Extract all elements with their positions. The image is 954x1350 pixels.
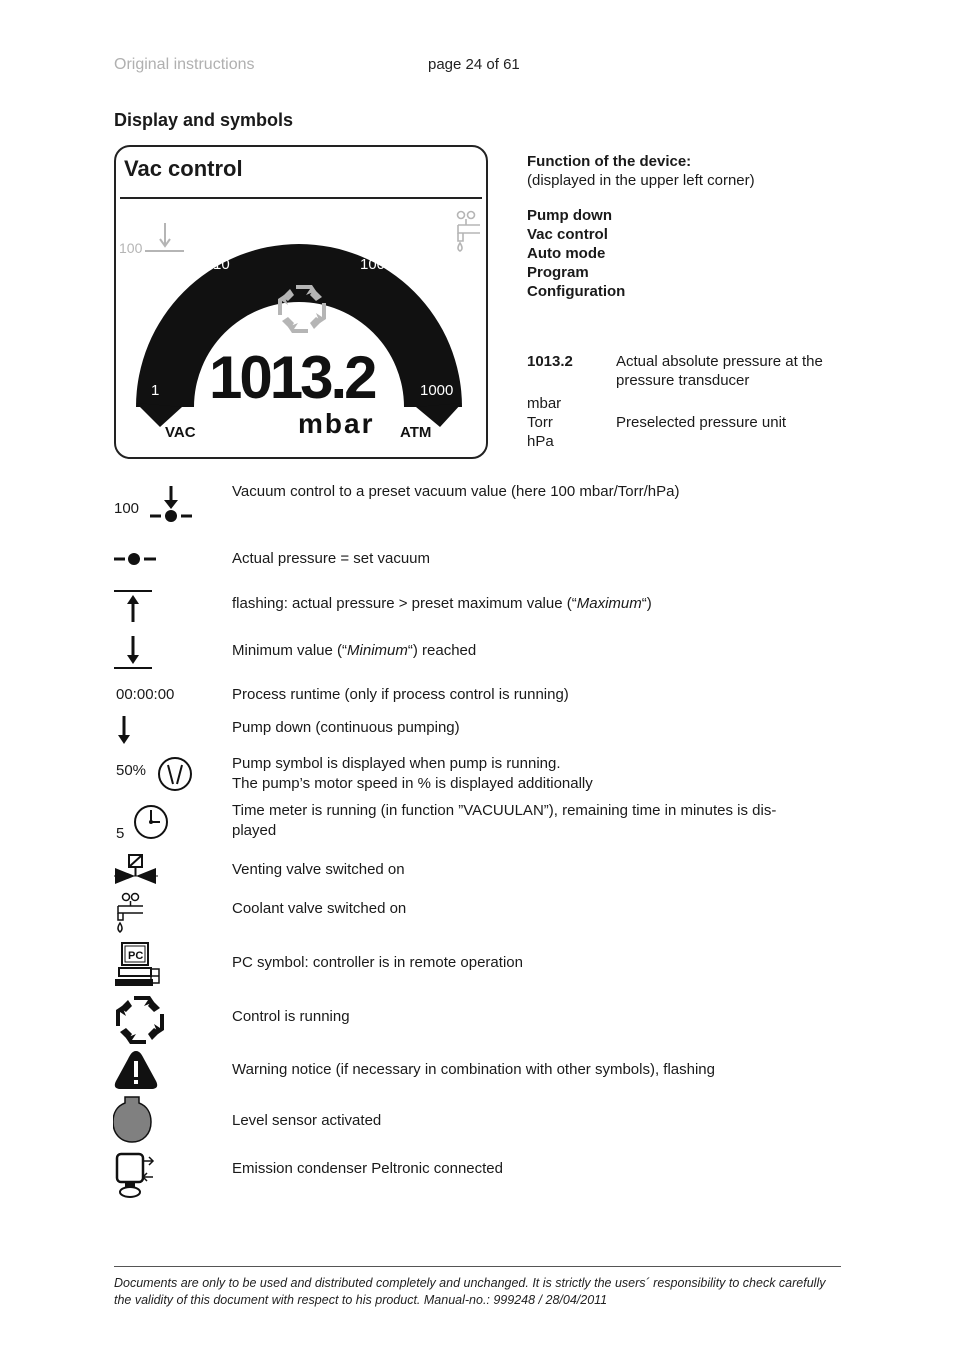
venting-valve-icon (113, 854, 159, 888)
pump-down-icon (116, 716, 132, 746)
maximum-desc: flashing: actual pressure > preset maximum value (“Maximum“) (232, 595, 652, 612)
peltronic-icon (113, 1151, 159, 1201)
pc-label: PC (128, 950, 144, 962)
function-list (527, 206, 625, 301)
pressure-equal-icon (113, 552, 157, 566)
vac-preset-desc: Vacuum control to a preset vacuum value (here 100 mbar/Torr/hPa) (232, 483, 680, 500)
runtime-desc: Process runtime (only if process control is running) (232, 686, 569, 703)
function-note: (displayed in the upper left corner) (527, 172, 755, 189)
venting-valve-desc: Venting valve switched on (232, 861, 405, 878)
control-running-desc: Control is running (232, 1008, 350, 1025)
scale-label-100: 100 (360, 256, 386, 273)
vac-label: VAC (165, 424, 196, 441)
clock-icon (132, 803, 170, 841)
vac-preset-value: 100 (114, 500, 140, 517)
scale-label-1: 1 (151, 382, 160, 399)
tick-100 (379, 245, 384, 253)
tick-10 (214, 245, 219, 253)
vac-preset-icon (148, 486, 194, 524)
function-item: Auto mode (527, 245, 606, 262)
pump-down-desc: Pump down (continuous pumping) (232, 719, 460, 736)
unit-list (527, 394, 561, 451)
coolant-valve-desc: Coolant valve switched on (232, 900, 407, 917)
scale-label-1000: 1000 (420, 382, 454, 399)
pump-desc-line: Pump symbol is displayed when pump is running. (232, 755, 561, 772)
level-sensor-icon (113, 1095, 153, 1145)
level-sensor-desc: Level sensor activated (232, 1112, 382, 1129)
unit-item: mbar (527, 395, 562, 412)
peltronic-desc: Emission condenser Peltronic connected (232, 1160, 503, 1177)
footer-line: the validity of this document with respect to his product. Manual-no.: 999248 / 28/04/2011 (114, 1293, 608, 1307)
page-number: page 24 of 61 (428, 56, 520, 73)
section-title: Display and symbols (114, 110, 294, 130)
timer-desc-line: played (232, 822, 277, 839)
minimum-desc: Minimum value (“Minimum“) reached (232, 642, 477, 659)
pc-remote-icon (113, 941, 161, 989)
pressure-readout: 1013.2 (209, 344, 375, 411)
footer-divider (114, 1266, 841, 1267)
pressure-desc-line: pressure transducer (616, 372, 750, 389)
unit-item: Torr (527, 414, 553, 431)
unit-item: hPa (527, 433, 554, 450)
warning-desc: Warning notice (if necessary in combination with other symbols), flashing (232, 1061, 715, 1078)
pump-icon (156, 755, 194, 793)
function-item: Program (527, 264, 589, 281)
setpoint-arrow-icon (145, 223, 184, 251)
control-running-icon (113, 994, 167, 1046)
function-item: Configuration (527, 283, 626, 300)
pressure-equal-desc: Actual pressure = set vacuum (232, 550, 431, 567)
function-item: Vac control (527, 226, 608, 243)
coolant-valve-icon (113, 892, 147, 934)
pump-speed-value: 50% (116, 762, 147, 779)
function-heading: Function of the device: (527, 153, 692, 170)
pressure-value-label: 1013.2 (527, 353, 573, 370)
function-info (527, 152, 755, 190)
pressure-unit: mbar (298, 408, 375, 439)
pump-desc-line: The pump’s motor speed in % is displayed additionally (232, 775, 593, 792)
pc-remote-desc: PC symbol: controller is in remote operation (232, 954, 523, 971)
unit-description: Preselected pressure unit (616, 414, 787, 431)
pressure-description (616, 352, 823, 390)
timer-desc-line: Time meter is running (in function ”VACUULAN”), remaining time in minutes is dis- (232, 802, 777, 819)
pressure-desc-line: Actual absolute pressure at the (616, 353, 823, 370)
timer-desc (232, 801, 838, 841)
header-original-instructions: Original instructions (114, 56, 255, 73)
minimum-arrow-icon (113, 636, 153, 670)
footer-disclaimer (114, 1275, 844, 1309)
timer-value: 5 (116, 825, 125, 842)
coolant-valve-icon-display (458, 212, 481, 252)
maximum-arrow-icon (113, 589, 153, 623)
setpoint-value: 100 (119, 240, 143, 256)
scale-label-10: 10 (213, 256, 230, 273)
atm-label: ATM (400, 424, 432, 441)
warning-icon (113, 1049, 159, 1091)
runtime-value: 00:00:00 (116, 686, 175, 703)
footer-line: Documents are only to be used and distributed completely and unchanged. It is strictly the users´ responsibility to check carefully (114, 1276, 826, 1290)
pump-desc (232, 754, 593, 794)
function-item: Pump down (527, 207, 612, 224)
display-function-title: Vac control (124, 156, 243, 181)
pressure-gauge (114, 145, 488, 459)
